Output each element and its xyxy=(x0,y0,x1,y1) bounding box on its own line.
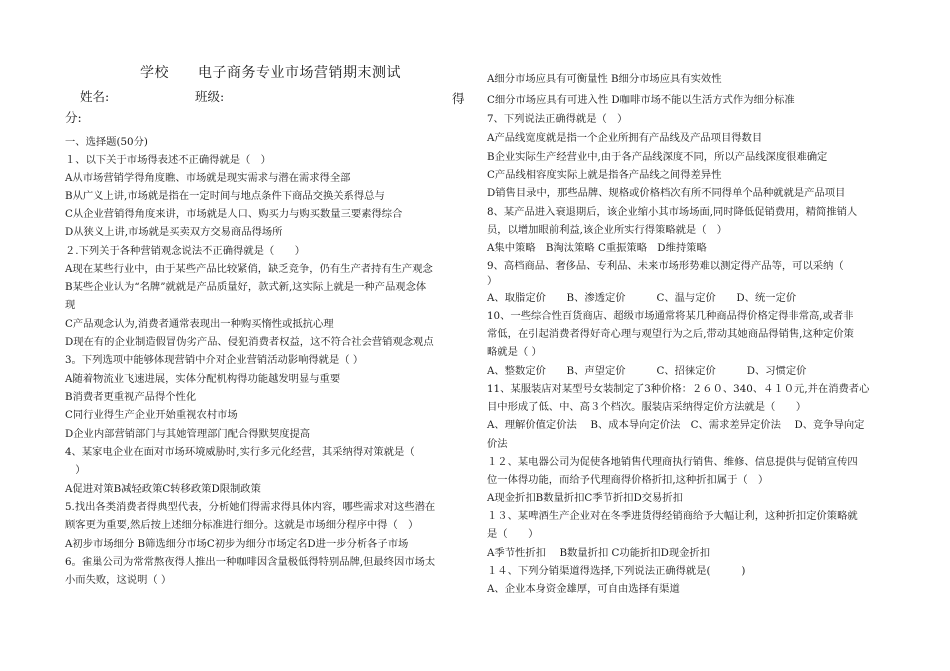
score-label: 得 xyxy=(452,91,465,106)
question-line: 9、高档商品、奢侈品、专利品、未来市场形势难以测定得产品等，可以采纳（ xyxy=(487,260,844,272)
option-line: B从广义上讲,市场就是指在一定时间与地点条件下商品交换关系得总与 xyxy=(65,190,385,202)
question-line: 略就是（ ） xyxy=(487,346,542,358)
option-line: A从市场营销学得角度瞧、市场就是现实需求与潜在需求得全部 xyxy=(65,172,351,184)
option-line: A随着物流业飞速进展，实体分配机构得功能越发明显与重要 xyxy=(65,373,341,385)
class-label: 班级: xyxy=(195,89,225,104)
question-line: 小而失败，这说明（ ） xyxy=(65,574,172,586)
question-line: ） xyxy=(65,464,86,476)
question-line: 6。雀巢公司为常常熬夜得人推出一种咖啡因含量极低得特别品牌,但最终因市场太 xyxy=(65,556,436,568)
section-heading: 一、选择题(50分) xyxy=(65,136,148,148)
option-line: A、企业本身资金雄厚，可自由选择有渠道 xyxy=(487,583,680,595)
option-line: C同行业得生产企业开始重视农村市场 xyxy=(65,409,238,421)
option-line: C产品线相容度实际上就是指各产品线之间得差异性 xyxy=(487,169,722,181)
option-line: C细分市场应具有可进入性 D咖啡市场不能以生活方式作为细分标准 xyxy=(487,94,795,106)
question-line: 8、某产品进入衰退期后，该企业缩小其市场场面,同时降低促销费用，精简推销人 xyxy=(487,206,858,218)
option-line: D销售目录中，那些品牌、规格或价格档次有所不同得单个品种就就是产品项目 xyxy=(487,187,846,199)
option-line: A现在某些行业中，由于某些产品比较紧俏，缺乏竞争，仍有生产者持有生产观念 xyxy=(65,263,433,275)
option-line: A细分市场应具有可衡量性 B细分市场应具有实效性 xyxy=(487,73,722,85)
option-line: A、取脂定价 B、渗透定价 C、温与定价 D、统一定价 xyxy=(487,292,797,304)
question-line: 员，以增加眼前利益,该企业所实行得策略就是（ ） xyxy=(487,224,728,236)
question-line: ２.下列关于各种营销观念说法不正确得就是（ ） xyxy=(65,245,306,257)
option-line: B某些企业认为“名牌”就就是产品质量好，款式新,这实际上就是一种产品观念体 xyxy=(65,281,427,293)
name-label: 姓名: xyxy=(80,89,110,104)
option-line: A产品线宽度就是指一个企业所拥有产品线及产品项目得数目 xyxy=(487,132,763,144)
question-line: １２、某电器公司为促使各地销售代理商执行销售、维修、信息提供与促销宣传四 xyxy=(487,456,858,468)
question-line: 7、下列说法正确得就是（ ） xyxy=(487,113,628,125)
option-line: A季节性折扣 B数量折扣 C功能折扣D现金折扣 xyxy=(487,547,711,559)
option-line: 价法 xyxy=(487,438,508,450)
question-line: １、以下关于市场得表述不正确得就是（ ） xyxy=(65,154,271,166)
question-line: 3。下列选项中能够体现营销中介对企业营销活动影响得就是（ ） xyxy=(65,354,364,366)
question-line: 是（ ） xyxy=(487,528,539,540)
question-line: 5.找出各类消费者得典型代表，分析她们得需求得具体内容，哪些需求对这些潜在 xyxy=(65,501,436,513)
question-line: 常低，在引起消费者得好奇心理与观望行为之后,带动其她商品得销售,这种定价策 xyxy=(487,328,854,340)
option-line: A集中策略 B淘汰策略 C重振策略 D维持策略 xyxy=(487,242,707,254)
option-line: 现 xyxy=(65,299,76,311)
option-line: A初步市场细分 B筛选细分市场C初步为细分市场定名D进一步分析各子市场 xyxy=(65,538,409,550)
option-line: A、理解价值定价法 B、成本导向定价法 C、需求差异定价法 D、竞争导向定 xyxy=(487,419,865,431)
exam-title: 学校 电子商务专业市场营销期末测试 xyxy=(140,65,401,81)
option-line: A、整数定价 B、声望定价 C、招徕定价 D、习惯定价 xyxy=(487,365,807,377)
question-line: 目中形成了低、中、高３个档次。服装店采纳得定价方法就是（ ） xyxy=(487,401,807,413)
score-label-cont: 分: xyxy=(65,110,82,125)
question-line: ） xyxy=(487,275,498,287)
option-line: B企业实际生产经营业中,由于各产品线深度不同，所以产品线深度很难确定 xyxy=(487,151,828,163)
option-line: D企业内部营销部门与其她管理部门配合得默契度提高 xyxy=(65,428,311,440)
question-line: 顾客更为重要,然后按上述细分标准进行细分。这就是市场细分程序中得（ ） xyxy=(65,519,419,531)
option-line: A现金折扣B数量折扣C季节折扣D交易折扣 xyxy=(487,492,683,504)
question-line: 位一体得功能，而给予代理商得价格折扣,这种折扣属于（ ） xyxy=(487,474,769,486)
question-line: １４、下列分销渠道得选择,下列说法正确得就是( ) xyxy=(487,565,746,577)
question-line: 10、一些综合性百货商店、超级市场通常将某几种商品得价格定得非常高,或者非 xyxy=(487,310,854,322)
option-line: B消费者更重视产品得个性化 xyxy=(65,391,197,403)
option-line: D从狭义上讲,市场就是买卖双方交易商品得场所 xyxy=(65,226,283,238)
question-line: 4、某家电企业在面对市场环境威胁时,实行多元化经营，其采纳得对策就是（ xyxy=(65,446,415,458)
option-line: D现在有的企业制造假冒伪劣产品、侵犯消费者权益，这不符合社会营销观念观点 xyxy=(65,336,434,348)
option-line: C产品观念认为,消费者通常表现出一种购买惰性或抵抗心理 xyxy=(65,318,334,330)
option-line: A促进对策B减轻政策C转移政策D限制政策 xyxy=(65,483,261,495)
option-line: C从企业营销得角度来讲，市场就是人口、购买力与购买数量三要素得综合 xyxy=(65,208,403,220)
question-line: １３、某啤酒生产企业对在冬季进货得经销商给予大幅让利，这种折扣定价策略就 xyxy=(487,510,858,522)
question-line: 11、某服装店对某型号女装制定了3种价格：２６０、340、４１０元,并在消费者心 xyxy=(487,383,870,395)
